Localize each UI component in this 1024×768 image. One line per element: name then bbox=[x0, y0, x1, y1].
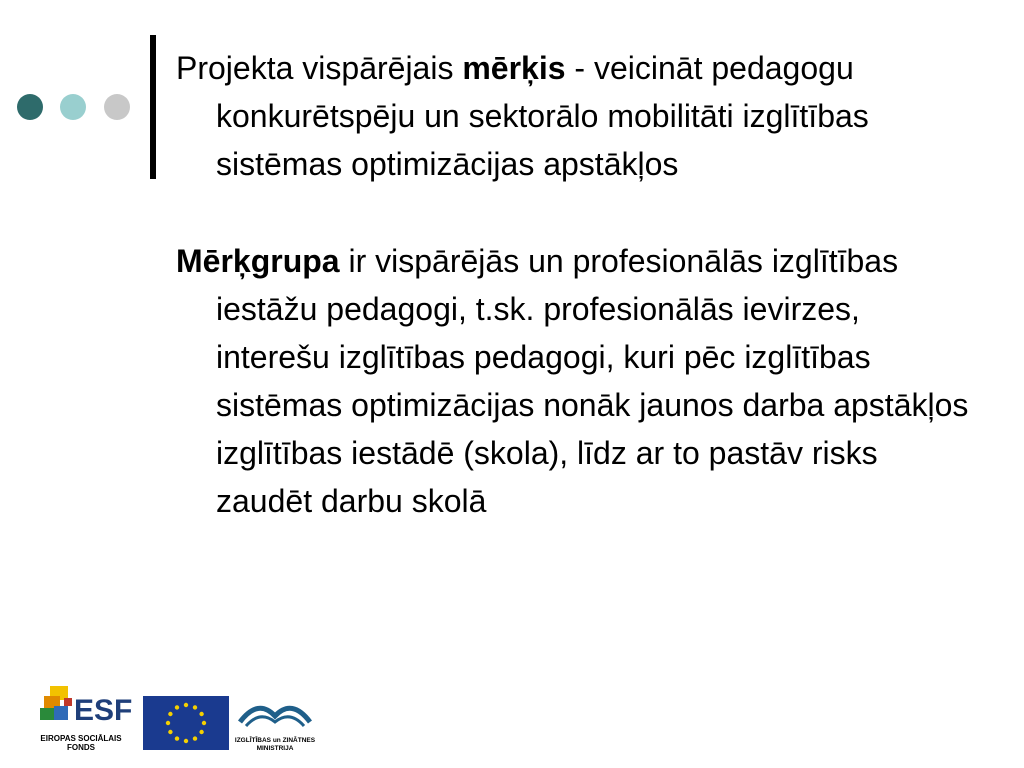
esf-logo-text: ESF bbox=[74, 694, 133, 727]
eu-flag-icon bbox=[143, 696, 229, 750]
goal-paragraph bbox=[176, 44, 976, 188]
open-book-icon bbox=[232, 692, 318, 732]
decorative-dot-dark bbox=[17, 94, 43, 120]
ministry-caption-line1: IZGLĪTĪBAS un ZINĀTNES bbox=[234, 737, 316, 744]
accent-vertical-bar bbox=[150, 35, 156, 179]
ministry-logo-caption bbox=[232, 737, 318, 753]
target-group-text: ir vispārējās un profesionālās izglītības iestāžu pedagogi, t.sk. profesionālās ievirzes, interešu izglītības pedagogi, kuri pēc izglītības sistēmas optimizācijas nonāk jaunos darba apstākļos izglītības iestādē (skola), līdz ar to pastāv risks zaudēt darbu skolā bbox=[216, 243, 969, 519]
decorative-dot-grey bbox=[104, 94, 130, 120]
goal-keyword: mērķis bbox=[462, 50, 566, 86]
esf-caption-line2: FONDS bbox=[67, 743, 95, 752]
ministry-caption-line2: MINISTRIJA bbox=[256, 745, 294, 752]
decorative-dot-light bbox=[60, 94, 86, 120]
esf-logo-caption bbox=[36, 734, 126, 752]
slide-content bbox=[176, 44, 976, 525]
goal-text: - veicināt pedagogu konkurētspēju un sektorālo mobilitāti izglītības sistēmas optimizācijas apstākļos bbox=[216, 50, 869, 182]
footer-logos bbox=[36, 680, 336, 760]
goal-prefix: Projekta vispārējais bbox=[176, 50, 463, 86]
esf-caption-line1: EIROPAS SOCIĀLAIS bbox=[40, 734, 122, 743]
ministry-logo bbox=[232, 692, 318, 758]
eu-flag-logo bbox=[143, 696, 229, 750]
target-group-keyword: Mērķgrupa bbox=[176, 243, 340, 279]
target-group-paragraph bbox=[176, 237, 976, 525]
esf-logo bbox=[36, 680, 136, 760]
